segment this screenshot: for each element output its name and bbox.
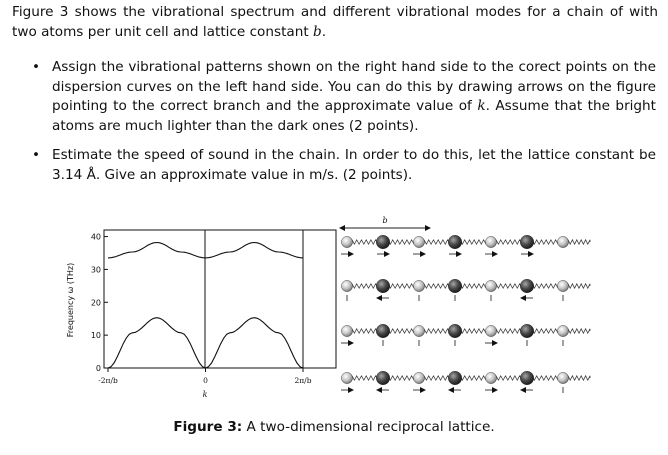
light-atom (557, 325, 568, 336)
spacing-label: b (382, 216, 388, 225)
intro-end: . (321, 23, 327, 40)
y-axis-ticks (91, 233, 108, 373)
heavy-atom (376, 371, 390, 385)
spring (352, 329, 378, 333)
light-atom (341, 372, 352, 383)
light-atom (557, 372, 568, 383)
light-atom (485, 372, 496, 383)
heavy-atom (376, 279, 390, 293)
heavy-atom (448, 235, 462, 249)
light-atom (341, 280, 352, 291)
wavevector-symbol: k (477, 98, 486, 114)
vibration-mode-row (341, 371, 590, 393)
spring (352, 376, 378, 380)
spring (388, 329, 414, 333)
spring (496, 376, 522, 380)
spring (568, 284, 590, 288)
y-tick-label: 10 (90, 331, 101, 341)
spring (532, 376, 558, 380)
spring (352, 284, 378, 288)
spring (496, 284, 522, 288)
intro-text: Figure 3 shows the vibrational spectrum and different vibrational modes for a chain of with two atoms per unit cell and lattice constant (12, 4, 658, 40)
task2-text: Estimate the speed of sound in the chain. In order to do this, let the lattice constant be 3.14 Å. Give an approximate value in m/s. (2 points). (52, 147, 656, 183)
heavy-atom (448, 279, 462, 293)
spring (424, 240, 450, 244)
spring (568, 329, 590, 333)
spring (460, 240, 486, 244)
caption-text: A two-dimensional reciprocal lattice. (242, 419, 495, 435)
x-axis-label: k (202, 390, 208, 399)
light-atom (413, 236, 424, 247)
light-atom (485, 236, 496, 247)
vibration-mode-row (341, 235, 590, 254)
task1-text: Assign the vibrational patterns shown on the right hand side to the corect points on the dispersion curves on the left hand side. You can do this by drawing arrows on the figure pointing to the correct branch and the approximate value of (52, 59, 656, 114)
bullet-icon: • (32, 59, 41, 75)
vibration-mode-row (341, 279, 590, 301)
x-axis-ticks (98, 368, 312, 385)
spring (568, 376, 590, 380)
light-atom (413, 325, 424, 336)
heavy-atom (520, 235, 534, 249)
spring (532, 240, 558, 244)
x-tick-label: 2π/b (294, 376, 312, 385)
vibration-mode-row (341, 324, 590, 346)
y-tick-label: 40 (90, 232, 101, 242)
x-tick-label: -2π/b (98, 376, 118, 385)
light-atom (485, 280, 496, 291)
bullet-icon: • (32, 147, 41, 163)
spring (460, 376, 486, 380)
lattice-constant-symbol: b (313, 23, 322, 40)
heavy-atom (520, 279, 534, 293)
y-tick-label: 20 (90, 298, 101, 308)
spring (532, 329, 558, 333)
spring (496, 240, 522, 244)
dispersion-chart (66, 230, 336, 399)
heavy-atom (520, 324, 534, 338)
x-tick-label: 0 (203, 376, 208, 385)
spring (352, 240, 378, 244)
figure-caption (0, 419, 668, 435)
spring (532, 284, 558, 288)
spring (424, 376, 450, 380)
spring (460, 284, 486, 288)
vibrational-modes (340, 216, 590, 393)
light-atom (557, 236, 568, 247)
spring (388, 284, 414, 288)
spring (388, 376, 414, 380)
heavy-atom (448, 324, 462, 338)
spring (388, 240, 414, 244)
task1-text-end: . Assume that the bright atoms are much lighter than the dark ones (2 points). (52, 98, 657, 134)
spring (424, 284, 450, 288)
light-atom (557, 280, 568, 291)
light-atom (413, 280, 424, 291)
light-atom (341, 236, 352, 247)
light-atom (413, 372, 424, 383)
y-tick-label: 0 (95, 364, 101, 373)
heavy-atom (448, 371, 462, 385)
spring (424, 329, 450, 333)
y-axis-label: Frequency ω (THz) (66, 262, 75, 338)
spring (496, 329, 522, 333)
light-atom (341, 325, 352, 336)
y-tick-label: 30 (90, 265, 101, 275)
heavy-atom (376, 324, 390, 338)
caption-label: Figure 3: (173, 419, 243, 435)
heavy-atom (376, 235, 390, 249)
spring (568, 240, 590, 244)
light-atom (485, 325, 496, 336)
heavy-atom (520, 371, 534, 385)
spring (460, 329, 486, 333)
